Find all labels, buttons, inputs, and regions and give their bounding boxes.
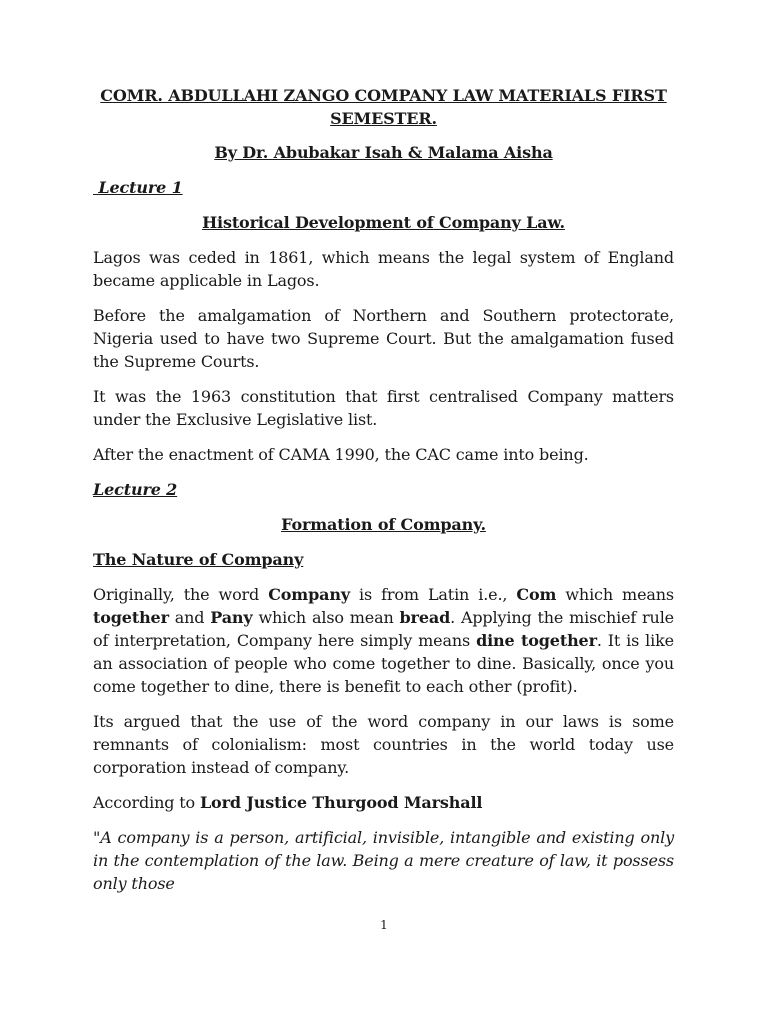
paragraph: After the enactment of CAMA 1990, the CAC came into being. bbox=[93, 445, 589, 464]
argument-paragraph: Its argued that the use of the word company in our laws is some remnants of colonialism: most countries in the world today use corporation instead of company. bbox=[93, 712, 674, 777]
text-run: and bbox=[168, 608, 211, 627]
text-run: . Applying the mischief rule of interpretation, Company here simply means bbox=[93, 608, 674, 650]
bold-name: Lord Justice Thurgood Marshall bbox=[199, 793, 483, 812]
text-run: is from Latin i.e., bbox=[349, 585, 517, 604]
document-page bbox=[93, 84, 674, 895]
document-authors: By Dr. Abubakar Isah & Malama Aisha bbox=[214, 143, 553, 162]
text-run: Originally, the word bbox=[93, 585, 269, 604]
text-run: which means bbox=[556, 585, 674, 604]
bold-term: together bbox=[93, 608, 169, 627]
text-run: According to bbox=[93, 793, 200, 812]
lecture-1-label-text: Lecture 1 bbox=[98, 178, 183, 197]
text-run: which also mean bbox=[252, 608, 400, 627]
nature-of-company-heading: The Nature of Company bbox=[93, 550, 304, 569]
bold-term: dine together bbox=[476, 631, 597, 650]
bold-term: bread bbox=[399, 608, 451, 627]
bold-term: Pany bbox=[210, 608, 253, 627]
page-number: 1 bbox=[380, 918, 388, 932]
text-run: . It is like an association of people who come together to dine. Basically, once you come together to dine, there is benefit to each other (profit). bbox=[93, 631, 674, 696]
paragraph: It was the 1963 constitution that first centralised Company matters under the Exclusive Legislative list. bbox=[93, 387, 674, 429]
document-title: COMR. ABDULLAHI ZANGO COMPANY LAW MATERIALS FIRST SEMESTER. bbox=[100, 86, 667, 128]
according-line bbox=[93, 791, 674, 814]
bold-term: Com bbox=[516, 585, 557, 604]
lecture-2-label: Lecture 2 bbox=[93, 480, 178, 499]
nature-paragraph bbox=[93, 583, 674, 698]
lecture-1-label bbox=[93, 176, 674, 199]
quote-paragraph: "A company is a person, artificial, invisible, intangible and existing only in the contemplation of the law. Being a mere creature of law, it possess only those bbox=[93, 828, 674, 893]
lecture-1-heading: Historical Development of Company Law. bbox=[202, 213, 565, 232]
lecture-2-heading: Formation of Company. bbox=[281, 515, 486, 534]
paragraph: Lagos was ceded in 1861, which means the legal system of England became applicable in Lagos. bbox=[93, 248, 674, 290]
bold-term: Company bbox=[268, 585, 350, 604]
paragraph: Before the amalgamation of Northern and Southern protectorate, Nigeria used to have two Supreme Court. But the amalgamation fused the Supreme Courts. bbox=[93, 306, 674, 371]
